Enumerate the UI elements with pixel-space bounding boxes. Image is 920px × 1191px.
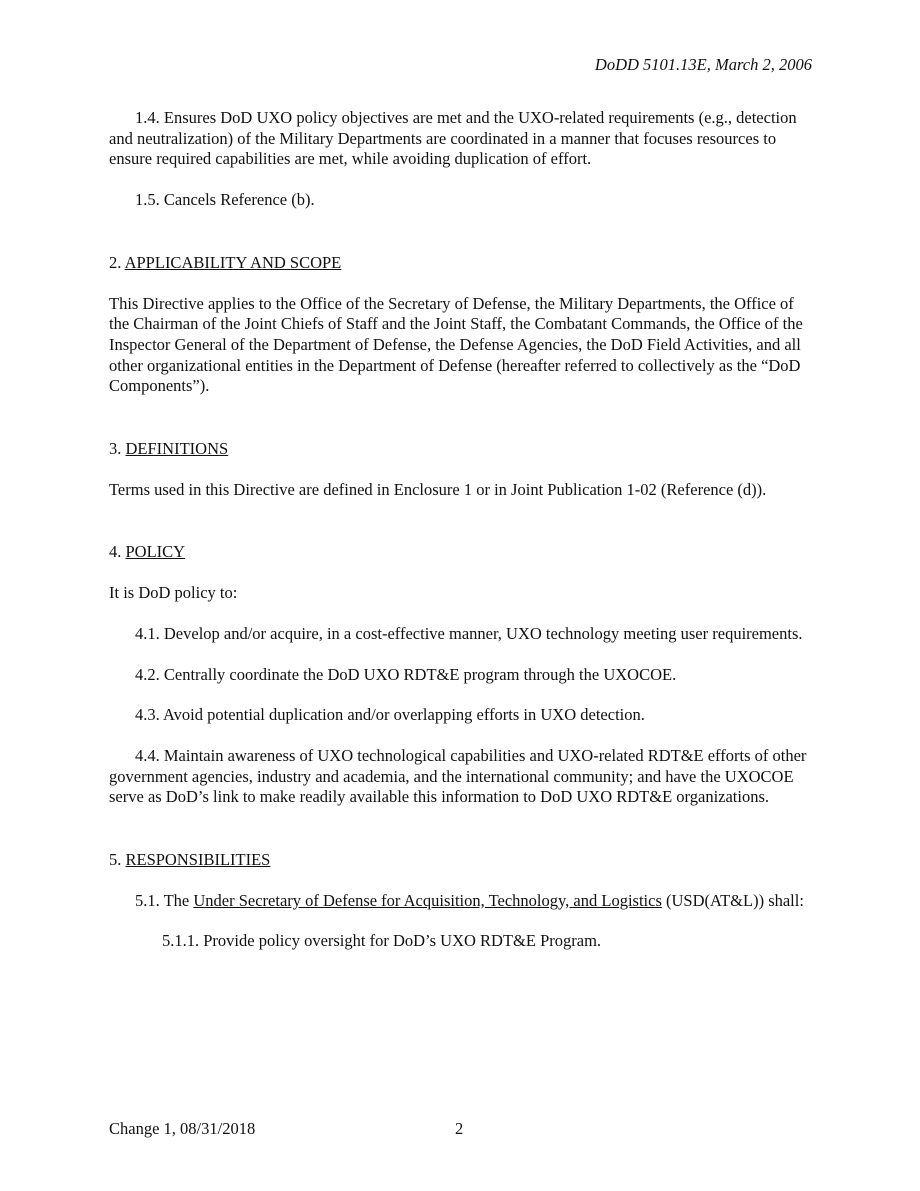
section-3-heading: [109, 439, 809, 460]
paragraph-1-4: 1.4. Ensures DoD UXO policy objectives are met and the UXO-related requirements (e.g., detection and neutralization) of the Military Departments are coordinated in a manner that focuses resources to ensure required capabilities are met, while avoiding duplication of effort.: [109, 108, 797, 169]
paragraph-4-2: 4.2. Centrally coordinate the DoD UXO RDT&E program through the UXOCOE.: [135, 664, 677, 684]
section-4-heading: [109, 542, 809, 563]
section-4-title: POLICY: [125, 542, 186, 562]
usd-atl-title: Under Secretary of Defense for Acquisition, Technology, and Logistics: [193, 890, 662, 910]
paragraph-5-1-prefix: 5.1. The: [135, 890, 194, 910]
section-2-body: This Directive applies to the Office of the Secretary of Defense, the Military Departments, the Office of the Chairman of the Joint Chiefs of Staff and the Joint Staff, the Combatant Commands, the Office of the Inspector General of the Department of Defense, the Defense Agencies, the DoD Field Activities, and all other organizational entities in the Department of Defense (hereafter referred to collectively as the “DoD Components”).: [109, 293, 803, 396]
section-5-title: RESPONSIBILITIES: [125, 850, 271, 870]
footer-change: Change 1, 08/31/2018: [109, 1119, 256, 1138]
paragraph-5-1-suffix: (USD(AT&L)) shall:: [661, 890, 804, 910]
paragraph-1-5: 1.5. Cancels Reference (b).: [135, 190, 315, 210]
section-2-heading: [109, 253, 809, 274]
section-5-heading: [109, 850, 809, 871]
paragraph-4-4: 4.4. Maintain awareness of UXO technological capabilities and UXO-related RDT&E efforts of other government agencies, industry and academia, and the international community; and have the UXOCOE serve as DoD’s link to make readily available this information to DoD UXO RDT&E organizations.: [109, 745, 807, 807]
section-3-body: Terms used in this Directive are defined in Enclosure 1 or in Joint Publication 1-02 (Reference (d)).: [109, 479, 767, 499]
section-5-number: 5.: [109, 850, 126, 870]
section-3-title: DEFINITIONS: [125, 439, 229, 459]
section-2-title: APPLICABILITY AND SCOPE: [124, 252, 342, 272]
paragraph-4-3: 4.3. Avoid potential duplication and/or overlapping efforts in UXO detection.: [135, 705, 645, 725]
section-4-number: 4.: [109, 542, 126, 562]
paragraph-4-1: 4.1. Develop and/or acquire, in a cost-effective manner, UXO technology meeting user requirements.: [135, 623, 803, 643]
section-2-number: 2.: [109, 252, 125, 272]
section-4-intro: It is DoD policy to:: [109, 583, 238, 603]
document-body: [109, 108, 809, 952]
footer-page-number: 2: [455, 1119, 464, 1138]
paragraph-5-1-1: 5.1.1. Provide policy oversight for DoD’s UXO RDT&E Program.: [162, 931, 602, 951]
document-header: DoDD 5101.13E, March 2, 2006: [594, 55, 812, 74]
paragraph-5-1: [109, 891, 809, 912]
section-3-number: 3.: [109, 439, 126, 459]
